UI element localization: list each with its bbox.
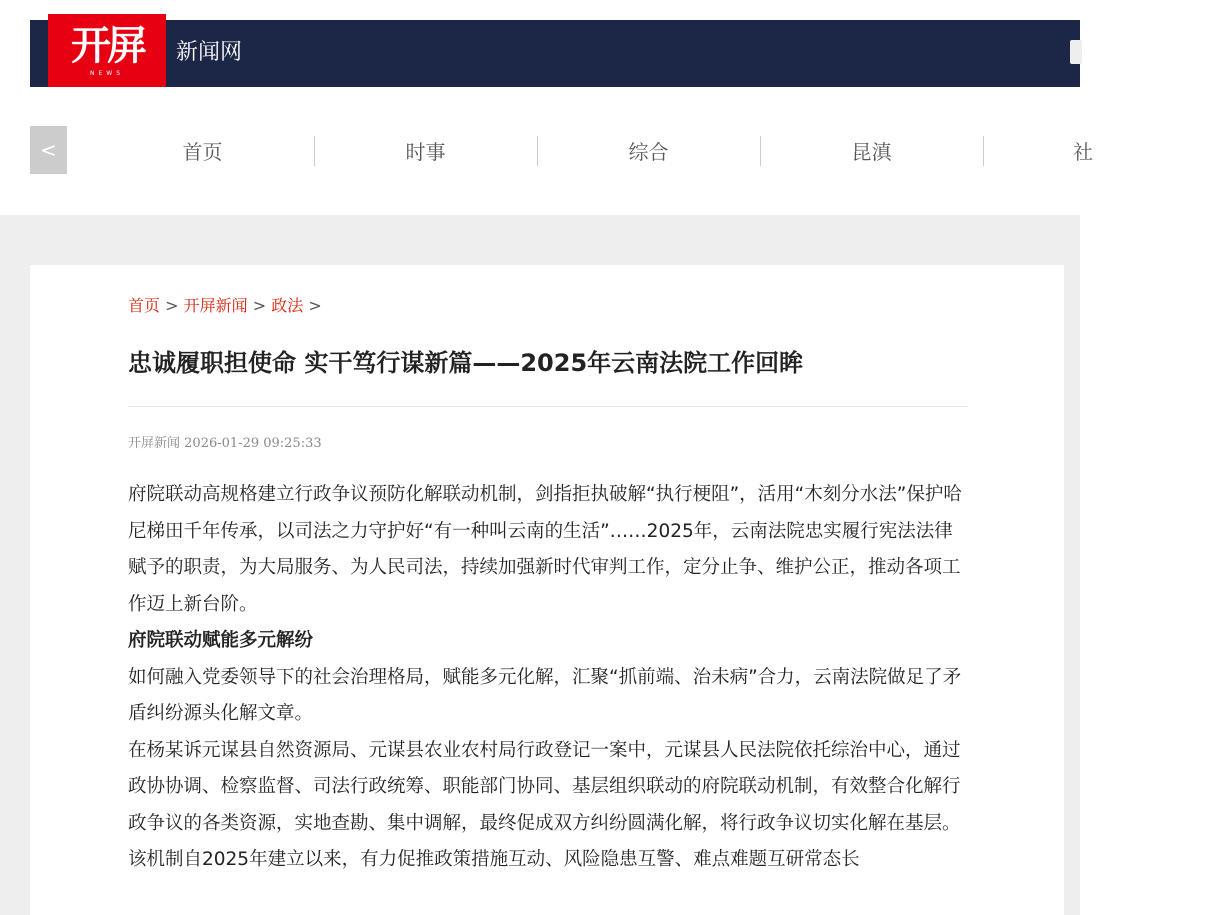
breadcrumb-politics-law[interactable]: 政法 bbox=[271, 296, 304, 315]
nav-back-button[interactable]: < bbox=[30, 126, 67, 174]
article-title: 忠诚履职担使命 实干笃行谋新篇——2025年云南法院工作回眸 bbox=[128, 349, 804, 377]
article-subheading: 府院联动赋能多元解纷 bbox=[128, 630, 314, 651]
site-logo[interactable] bbox=[48, 14, 166, 87]
article-paragraph: 在杨某诉元谋县自然资源局、元谋县农业农村局行政登记一案中，元谋县人民法院依托综治中心，通过政协协调、检察监督、司法行政统筹、职能部门协同、基层组织联动的府院联动机制，有效整合化解行政争议的各类资源，实地查勘、集中调解，最终促成双方纠纷圆满化解，将行政争议切实化解在基层。 bbox=[128, 739, 961, 834]
article-source: 开屏新闻 bbox=[128, 436, 181, 451]
article-body bbox=[128, 477, 968, 879]
breadcrumb-kaiping-news[interactable]: 开屏新闻 bbox=[183, 296, 248, 315]
breadcrumb-separator: > bbox=[308, 296, 322, 315]
nav-item-current-affairs[interactable]: 时事 bbox=[405, 139, 446, 164]
site-name: 新闻网 bbox=[176, 40, 243, 65]
nav-item-society[interactable]: 社 bbox=[1073, 139, 1093, 164]
logo-text: 开屏 bbox=[71, 22, 143, 69]
breadcrumb-separator: > bbox=[252, 296, 267, 315]
breadcrumb-separator: > bbox=[165, 296, 179, 315]
nav-item-general[interactable]: 综合 bbox=[628, 139, 669, 164]
article-paragraph: 该机制自2025年建立以来，有力促推政策措施互动、风险隐患互警、难点难题互研常态长 bbox=[128, 849, 860, 870]
breadcrumb bbox=[128, 295, 322, 317]
nav-item-kundian[interactable]: 昆滇 bbox=[851, 139, 892, 164]
article-meta bbox=[128, 434, 322, 454]
article-datetime: 2026-01-29 09:25:33 bbox=[184, 436, 322, 451]
article-paragraph: 如何融入党委领导下的社会治理格局，赋能多元化解，汇聚“抓前端、治未病”合力，云南法院做足了矛盾纠纷源头化解文章。 bbox=[128, 666, 962, 724]
title-divider bbox=[128, 406, 968, 407]
header-menu-icon[interactable] bbox=[1070, 40, 1082, 64]
logo-sub: NEWS bbox=[89, 70, 125, 77]
article-paragraph: 府院联动高规格建立行政争议预防化解联动机制，剑指拒执破解“执行梗阻”，活用“木刻分水法”保护哈尼梯田千年传承，以司法之力守护好“有一种叫云南的生活”……2025年，云南法院忠实履行宪法法律赋予的职责，为大局服务、为人民司法，持续加强新时代审判工作，定分止争、维护公正，推动各项工作迈上新台阶。 bbox=[128, 484, 962, 615]
nav-item-home[interactable]: 首页 bbox=[182, 139, 223, 164]
breadcrumb-home[interactable]: 首页 bbox=[128, 296, 161, 315]
